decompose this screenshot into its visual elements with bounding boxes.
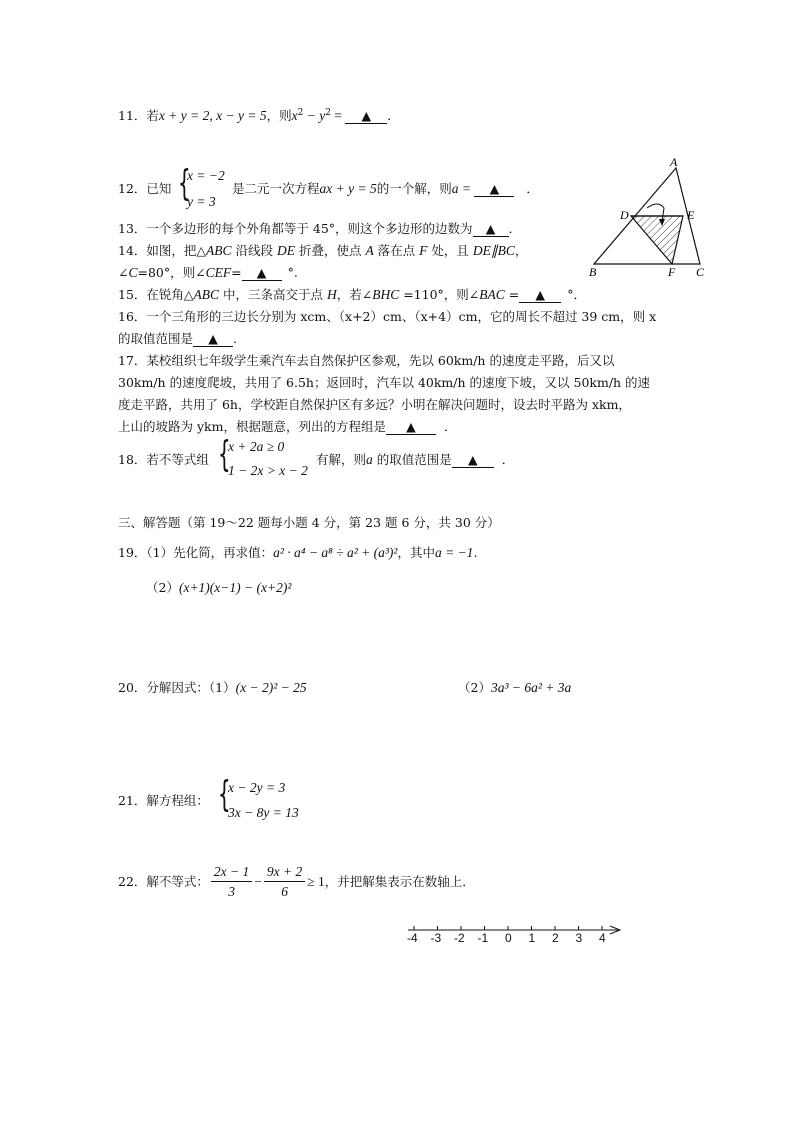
q18-rest [316,452,514,468]
question-19-line1 [118,545,477,561]
q11-equals: = [330,108,346,123]
q19-expression-2: (x+1)(x−1) − (x+2)² [178,580,292,595]
q19-text: . [473,545,478,560]
number-line-label: -1 [477,931,489,945]
label-b: B [589,265,597,279]
q18-a: a [366,452,373,467]
label-f: F [668,265,676,279]
q14-text: ， [514,243,528,258]
q16-tail: . [233,331,237,346]
q17-tail: ． [443,419,457,434]
q13-text: 13．一个多边形的每个外角都等于 45°，则这个多边形的边数为 [118,221,473,236]
q12-tail: ． [526,181,539,196]
answer-blank[interactable]: ▲ [452,453,494,468]
q15-abc: ABC [193,287,220,302]
q14-text: 落在点 [373,243,420,258]
q14-text: = [231,265,242,280]
q16-text: 的取值范围是 [118,331,194,346]
q22-text: 22．解不等式： [118,874,209,889]
question-12-number: 12．已知 [118,181,172,196]
number-line-label: -3 [430,931,442,945]
q11-expr-x: x [291,108,298,123]
q22-minus: − [254,874,262,889]
q22-f2-num: 9x + 2 [264,863,305,882]
label-a: A [670,156,678,169]
answer-blank[interactable]: ▲ [473,222,509,237]
q14-text: 沿线段 [231,243,277,258]
q14-abc: ABC [206,243,232,258]
q14-debc: DE∥BC [472,243,515,258]
q14-text: 处，且 [427,243,473,258]
question-20-part2 [458,680,571,696]
q12-brace: { [178,163,191,204]
q11-condition: x + y = 2, x − y = 5 [158,108,267,123]
q12-eq2: y = 3 [187,194,216,209]
question-20 [118,680,307,696]
q12-eq1: x = −2 [187,168,225,183]
question-21-number: 21．解方程组： [118,793,209,808]
q20-text: （2） [458,680,491,695]
q19-condition: a = −1 [434,545,474,560]
q15-text: ，若∠ [336,287,373,302]
question-18-number: 18．若不等式组 [118,452,209,467]
question-14-line1 [118,243,527,259]
number-line-label: 3 [575,931,583,945]
folded-triangle-def [631,216,683,264]
label-d: D [620,208,629,222]
q18-tail: ． [501,452,515,467]
question-17-line1: 17．某校组织七年级学生乘汽车去自然保护区参观，先以 60km/h 的速度走平路，后又以 [118,353,615,368]
question-17-line2: 30km/h 的速度爬坡，共用了 6.5h；返回时，汽车以 40km/h 的速度下坡，又以 50km/h 的速 [118,375,651,390]
label-c: C [696,265,705,279]
answer-blank[interactable]: ▲ [386,420,436,435]
triangle-fold-figure [584,156,714,280]
q21-eq1: x − 2y = 3 [228,780,286,795]
q15-text: 中，三条高交于点 [219,287,327,302]
q19-text: 19．（1）先化简，再求值： [118,545,274,560]
answer-blank[interactable]: ▲ [242,266,282,281]
answer-blank[interactable]: ▲ [193,332,233,347]
q21-eq2: 3x − 8y = 13 [228,805,299,820]
q19-text: ，其中 [397,545,435,560]
q22-fraction-2 [264,863,305,902]
label-e: E [687,208,695,222]
question-16-line2 [118,331,237,347]
q19-text: （2） [146,580,179,595]
q20-expression-1: (x − 2)² − 25 [235,680,307,695]
q14-f: F [419,243,428,258]
q15-bac: BAC [479,287,505,302]
question-16-line1: 16．一个三角形的三边长分别为 xcm、（x+2）cm、（x+4）cm，它的周长不超过 39 cm，则 x [118,309,657,324]
q15-text: =110°，则∠ [399,287,480,302]
question-17-line4 [118,419,456,435]
q14-text: 折叠，使点 [294,243,366,258]
q18-text: 有解，则 [316,452,367,467]
q18-brace: { [218,434,231,475]
q15-text: 15．在锐角△ [118,287,194,302]
q21-brace: { [218,774,231,815]
q19-expression: a² · a⁴ − a⁸ ÷ a² + (a³)² [273,545,398,560]
number-line-label: 0 [505,931,512,945]
section-3-header: 三、解答题（第 19～22 题每小题 4 分，第 23 题 6 分，共 30 分） [118,515,500,530]
q14-text: 14．如图，把△ [118,243,207,258]
answer-blank[interactable]: ▲ [474,182,514,197]
q11-sep: ，则 [266,108,292,123]
q20-expression-2: 3a³ − 6a² + 3a [490,680,572,695]
q11-tail: ． [387,108,400,123]
question-19-line2 [146,580,291,596]
q22-ge: ≥ 1 [307,874,325,889]
q22-f1-den: 3 [228,884,235,899]
q22-fraction-1 [211,863,252,902]
q22-text: ，并把解集表示在数轴上． [324,874,475,889]
q15-h: H [326,287,337,302]
q20-text: 20．分解因式：（1） [118,680,236,695]
number-line-label: 2 [552,931,559,945]
q15-text: °． [567,287,586,302]
q14-cef: CEF [205,265,232,280]
number-line-label: 4 [599,931,606,945]
q12-equation: ax + y = 5 [319,181,377,196]
q14-text: °. [287,265,298,280]
q14-text: ∠ [118,265,129,280]
q22-f1-num: 2x − 1 [211,863,252,882]
question-14-line2 [118,265,298,281]
q18-ineq1: x + 2a ≥ 0 [228,439,285,454]
q12-var: a = [451,181,475,196]
q13-tail: ． [508,221,522,236]
number-line-label: 1 [528,931,536,945]
number-line-label: -4 [407,931,418,945]
question-15 [118,287,586,303]
q14-de: DE [276,243,295,258]
number-line-label: -2 [454,931,465,945]
q14-c: C [128,265,138,280]
q11-expr-y: − y [303,108,326,123]
q11-number: 11．若 [118,108,159,123]
q12-rest [232,181,539,197]
q14-text: =80°，则∠ [137,265,206,280]
answer-blank[interactable]: ▲ [345,109,387,124]
q22-f2-den: 6 [281,884,288,899]
question-17-line3: 度走平路，共用了 6h，学校距自然保护区有多远？小明在解决问题时，设去时平路为 xkm， [118,397,631,412]
q12-text2: 的一个解，则 [376,181,452,196]
answer-blank[interactable]: ▲ [519,288,561,303]
q18-ineq2: 1 − 2x > x − 2 [228,463,308,478]
q14-a: A [365,243,374,258]
q17-text: 上山的坡路为 ykm，根据题意，列出的方程组是 [118,419,386,434]
q18-text: 的取值范围是 [372,452,452,467]
question-13 [118,221,521,237]
question-22 [118,862,475,902]
question-11: 11．若x + y = 2, x − y = 5，则$x^2 - y^2$ = ▲ ． [118,108,400,123]
q15-text: = [504,287,520,302]
q12-text: 是二元一次方程 [232,181,320,196]
q15-bhc: BHC [372,287,400,302]
